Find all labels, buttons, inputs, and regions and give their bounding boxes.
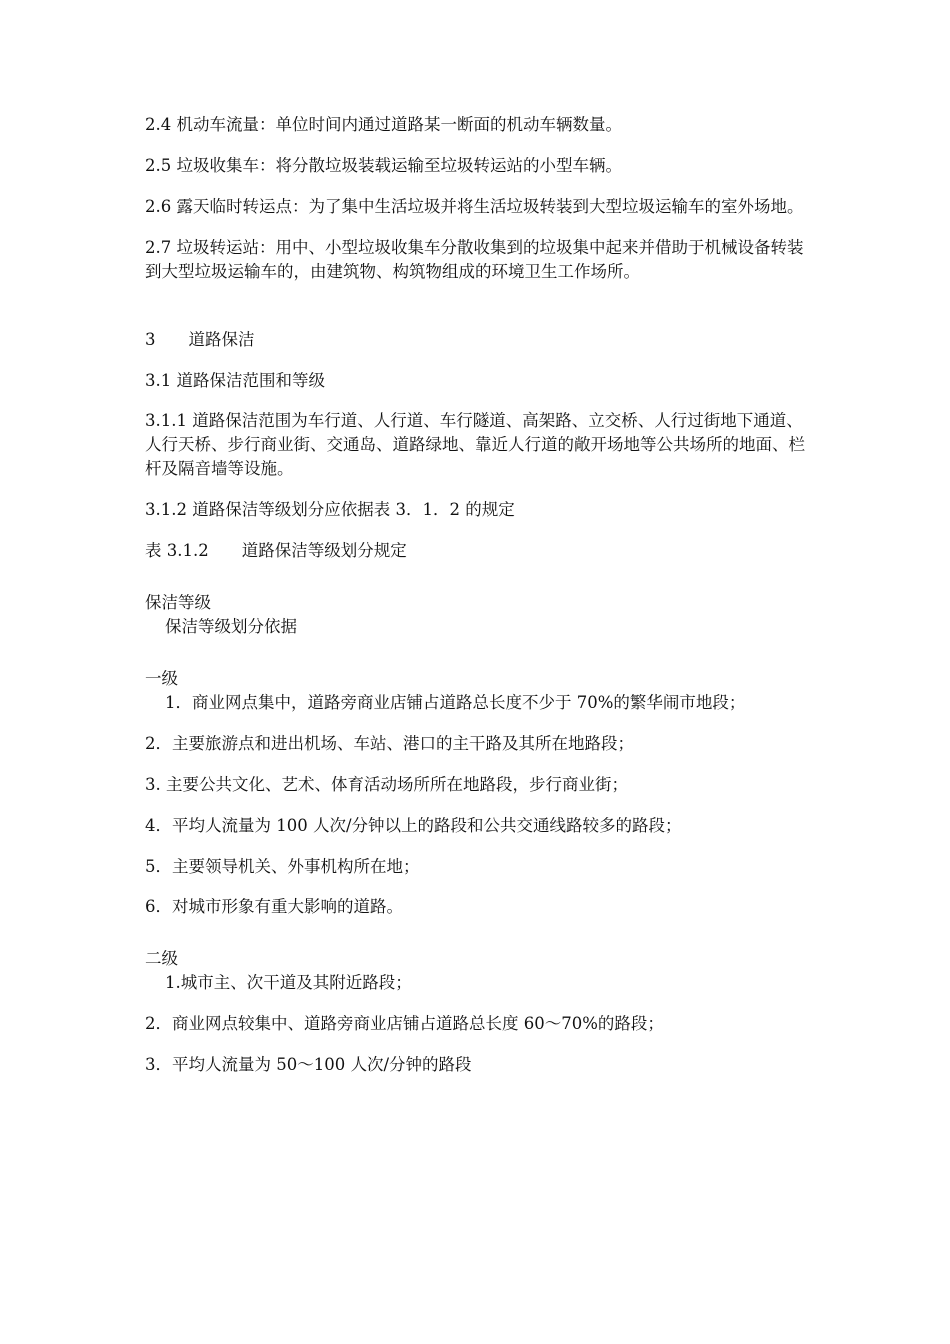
level-2-item: 3．平均人流量为 50～100 人次/分钟的路段 bbox=[145, 1055, 472, 1075]
column-header-basis: 保洁等级划分依据 bbox=[165, 616, 297, 636]
document-page bbox=[145, 113, 815, 1094]
section-title: 3 道路保洁 bbox=[145, 329, 255, 349]
level-2-name: 二级 bbox=[145, 949, 178, 969]
level-1-item: 4．平均人流量为 100 人次/分钟以上的路段和公共交通线路较多的路段； bbox=[145, 815, 682, 835]
definition-2-7: 2.7 垃圾转运站：用中、小型垃圾收集车分散收集到的垃圾集中起来并借助于机械设备转装到大型垃圾运输车的，由建筑物、构筑物组成的环境卫生工作场所。 bbox=[145, 237, 804, 281]
table-header bbox=[145, 591, 815, 639]
level-1-item: 6．对城市形象有重大影响的道路。 bbox=[145, 897, 403, 917]
column-header-level: 保洁等级 bbox=[145, 593, 211, 613]
table-row-level-1 bbox=[145, 667, 815, 919]
level-1-item: 1．商业网点集中，道路旁商业店铺占道路总长度不少于 70%的繁华闹市地段； bbox=[165, 692, 746, 712]
table-caption: 表 3.1.2 道路保洁等级划分规定 bbox=[145, 541, 407, 561]
level-1-name: 一级 bbox=[145, 668, 178, 688]
definition-2-6: 2.6 露天临时转运点：为了集中生活垃圾并将生活垃圾转装到大型垃圾运输车的室外场地。 bbox=[145, 196, 804, 216]
definition-2-5: 2.5 垃圾收集车：将分散垃圾装载运输至垃圾转运站的小型车辆。 bbox=[145, 155, 622, 175]
clause-3-1-2: 3.1.2 道路保洁等级划分应依据表 3．1．2 的规定 bbox=[145, 500, 515, 520]
level-2-item: 1.城市主、次干道及其附近路段； bbox=[165, 973, 412, 993]
level-2-item: 2．商业网点较集中、道路旁商业店铺占道路总长度 60～70%的路段； bbox=[145, 1014, 664, 1034]
table-row-level-2 bbox=[145, 947, 815, 1077]
level-1-item: 3. 主要公共文化、艺术、体育活动场所所在地路段，步行商业街； bbox=[145, 774, 628, 794]
clause-3-1-1: 3.1.1 道路保洁范围为车行道、人行道、车行隧道、高架路、立交桥、人行过街地下通道、人行天桥、步行商业街、交通岛、道路绿地、靠近人行道的敞开场地等公共场所的地面、栏杆及隔音墙等设施。 bbox=[145, 411, 805, 479]
level-1-item: 5．主要领导机关、外事机构所在地； bbox=[145, 856, 420, 876]
definition-2-4: 2.4 机动车流量：单位时间内通过道路某一断面的机动车辆数量。 bbox=[145, 115, 622, 134]
level-1-item: 2．主要旅游点和进出机场、车站、港口的主干路及其所在地路段； bbox=[145, 733, 634, 753]
subsection-title: 3.1 道路保洁范围和等级 bbox=[145, 370, 325, 390]
